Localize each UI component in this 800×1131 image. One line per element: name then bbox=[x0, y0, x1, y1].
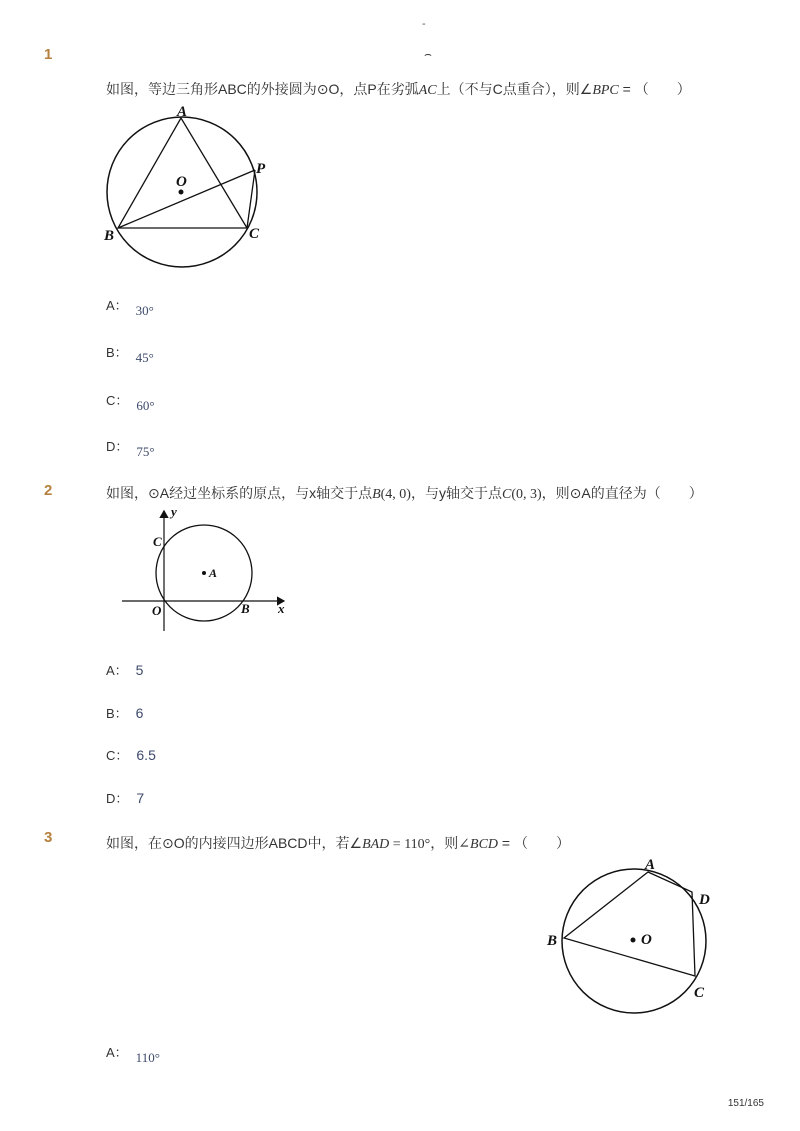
label-a: A bbox=[209, 566, 218, 580]
q2-option-b[interactable]: B： 6 bbox=[106, 705, 144, 721]
header-mark: - bbox=[422, 18, 426, 30]
center-dot bbox=[631, 938, 636, 943]
figure-q1 bbox=[96, 100, 286, 280]
figure-q2 bbox=[118, 505, 298, 635]
label-x: x bbox=[278, 601, 285, 616]
question-2-text: 如图，⊙A经过坐标系的原点，与x轴交于点B(4, 0)，与y轴交于点C(0, 3)，则⊙A的直径为（ ） bbox=[106, 485, 703, 502]
question-1-number: 1 bbox=[44, 46, 53, 63]
label-y: y bbox=[171, 505, 177, 519]
label-c: C bbox=[694, 985, 705, 1001]
label-d: D bbox=[699, 892, 710, 908]
label-b: B bbox=[241, 601, 250, 616]
q1-option-a[interactable]: A： 30° bbox=[106, 298, 154, 318]
question-2-number: 2 bbox=[44, 482, 53, 499]
q2-option-c[interactable]: C： 6.5 bbox=[106, 747, 156, 763]
label-p: P bbox=[256, 161, 266, 177]
q1-text-c: 上（不与C点重合），则∠ bbox=[436, 81, 593, 97]
q1-option-c[interactable]: C： 60° bbox=[106, 393, 155, 413]
label-o: O bbox=[176, 174, 187, 190]
quadrilateral-abcd bbox=[564, 872, 695, 976]
label-c: C bbox=[153, 534, 162, 549]
arc-symbol: ⌢ bbox=[424, 47, 432, 61]
q1-option-b[interactable]: B： 45° bbox=[106, 345, 154, 365]
q1-option-d[interactable]: D： 75° bbox=[106, 439, 155, 459]
question-1-text bbox=[106, 79, 691, 99]
label-b: B bbox=[547, 933, 558, 949]
q1-arc-ac: AC bbox=[418, 83, 437, 98]
page-number: 151/165 bbox=[727, 1098, 764, 1109]
q1-angle-bpc: BPC bbox=[592, 83, 619, 98]
q2-option-d[interactable]: D： 7 bbox=[106, 790, 145, 806]
figure-q3 bbox=[540, 852, 730, 1022]
label-o: O bbox=[641, 932, 652, 948]
question-3-text: 如图，在⊙O的内接四边形ABCD中，若∠BAD = 110°，则∠BCD = （ ） bbox=[106, 835, 570, 852]
triangle-abc bbox=[118, 118, 247, 228]
label-b: B bbox=[104, 228, 115, 244]
segment-pc bbox=[247, 170, 255, 228]
center-dot bbox=[179, 190, 184, 195]
center-dot bbox=[202, 571, 206, 575]
q3-option-a[interactable]: A： 110° bbox=[106, 1045, 160, 1065]
q1-text-e: = （ ） bbox=[618, 81, 691, 97]
label-c: C bbox=[249, 226, 260, 242]
label-a: A bbox=[645, 857, 656, 873]
question-3-number: 3 bbox=[44, 829, 53, 846]
q2-option-a[interactable]: A： 5 bbox=[106, 662, 144, 678]
label-o: O bbox=[152, 603, 162, 618]
q1-text-a: 如图，等边三角形ABC的外接圆为⊙O，点P在劣弧 bbox=[106, 81, 419, 97]
label-a: A bbox=[177, 104, 188, 120]
